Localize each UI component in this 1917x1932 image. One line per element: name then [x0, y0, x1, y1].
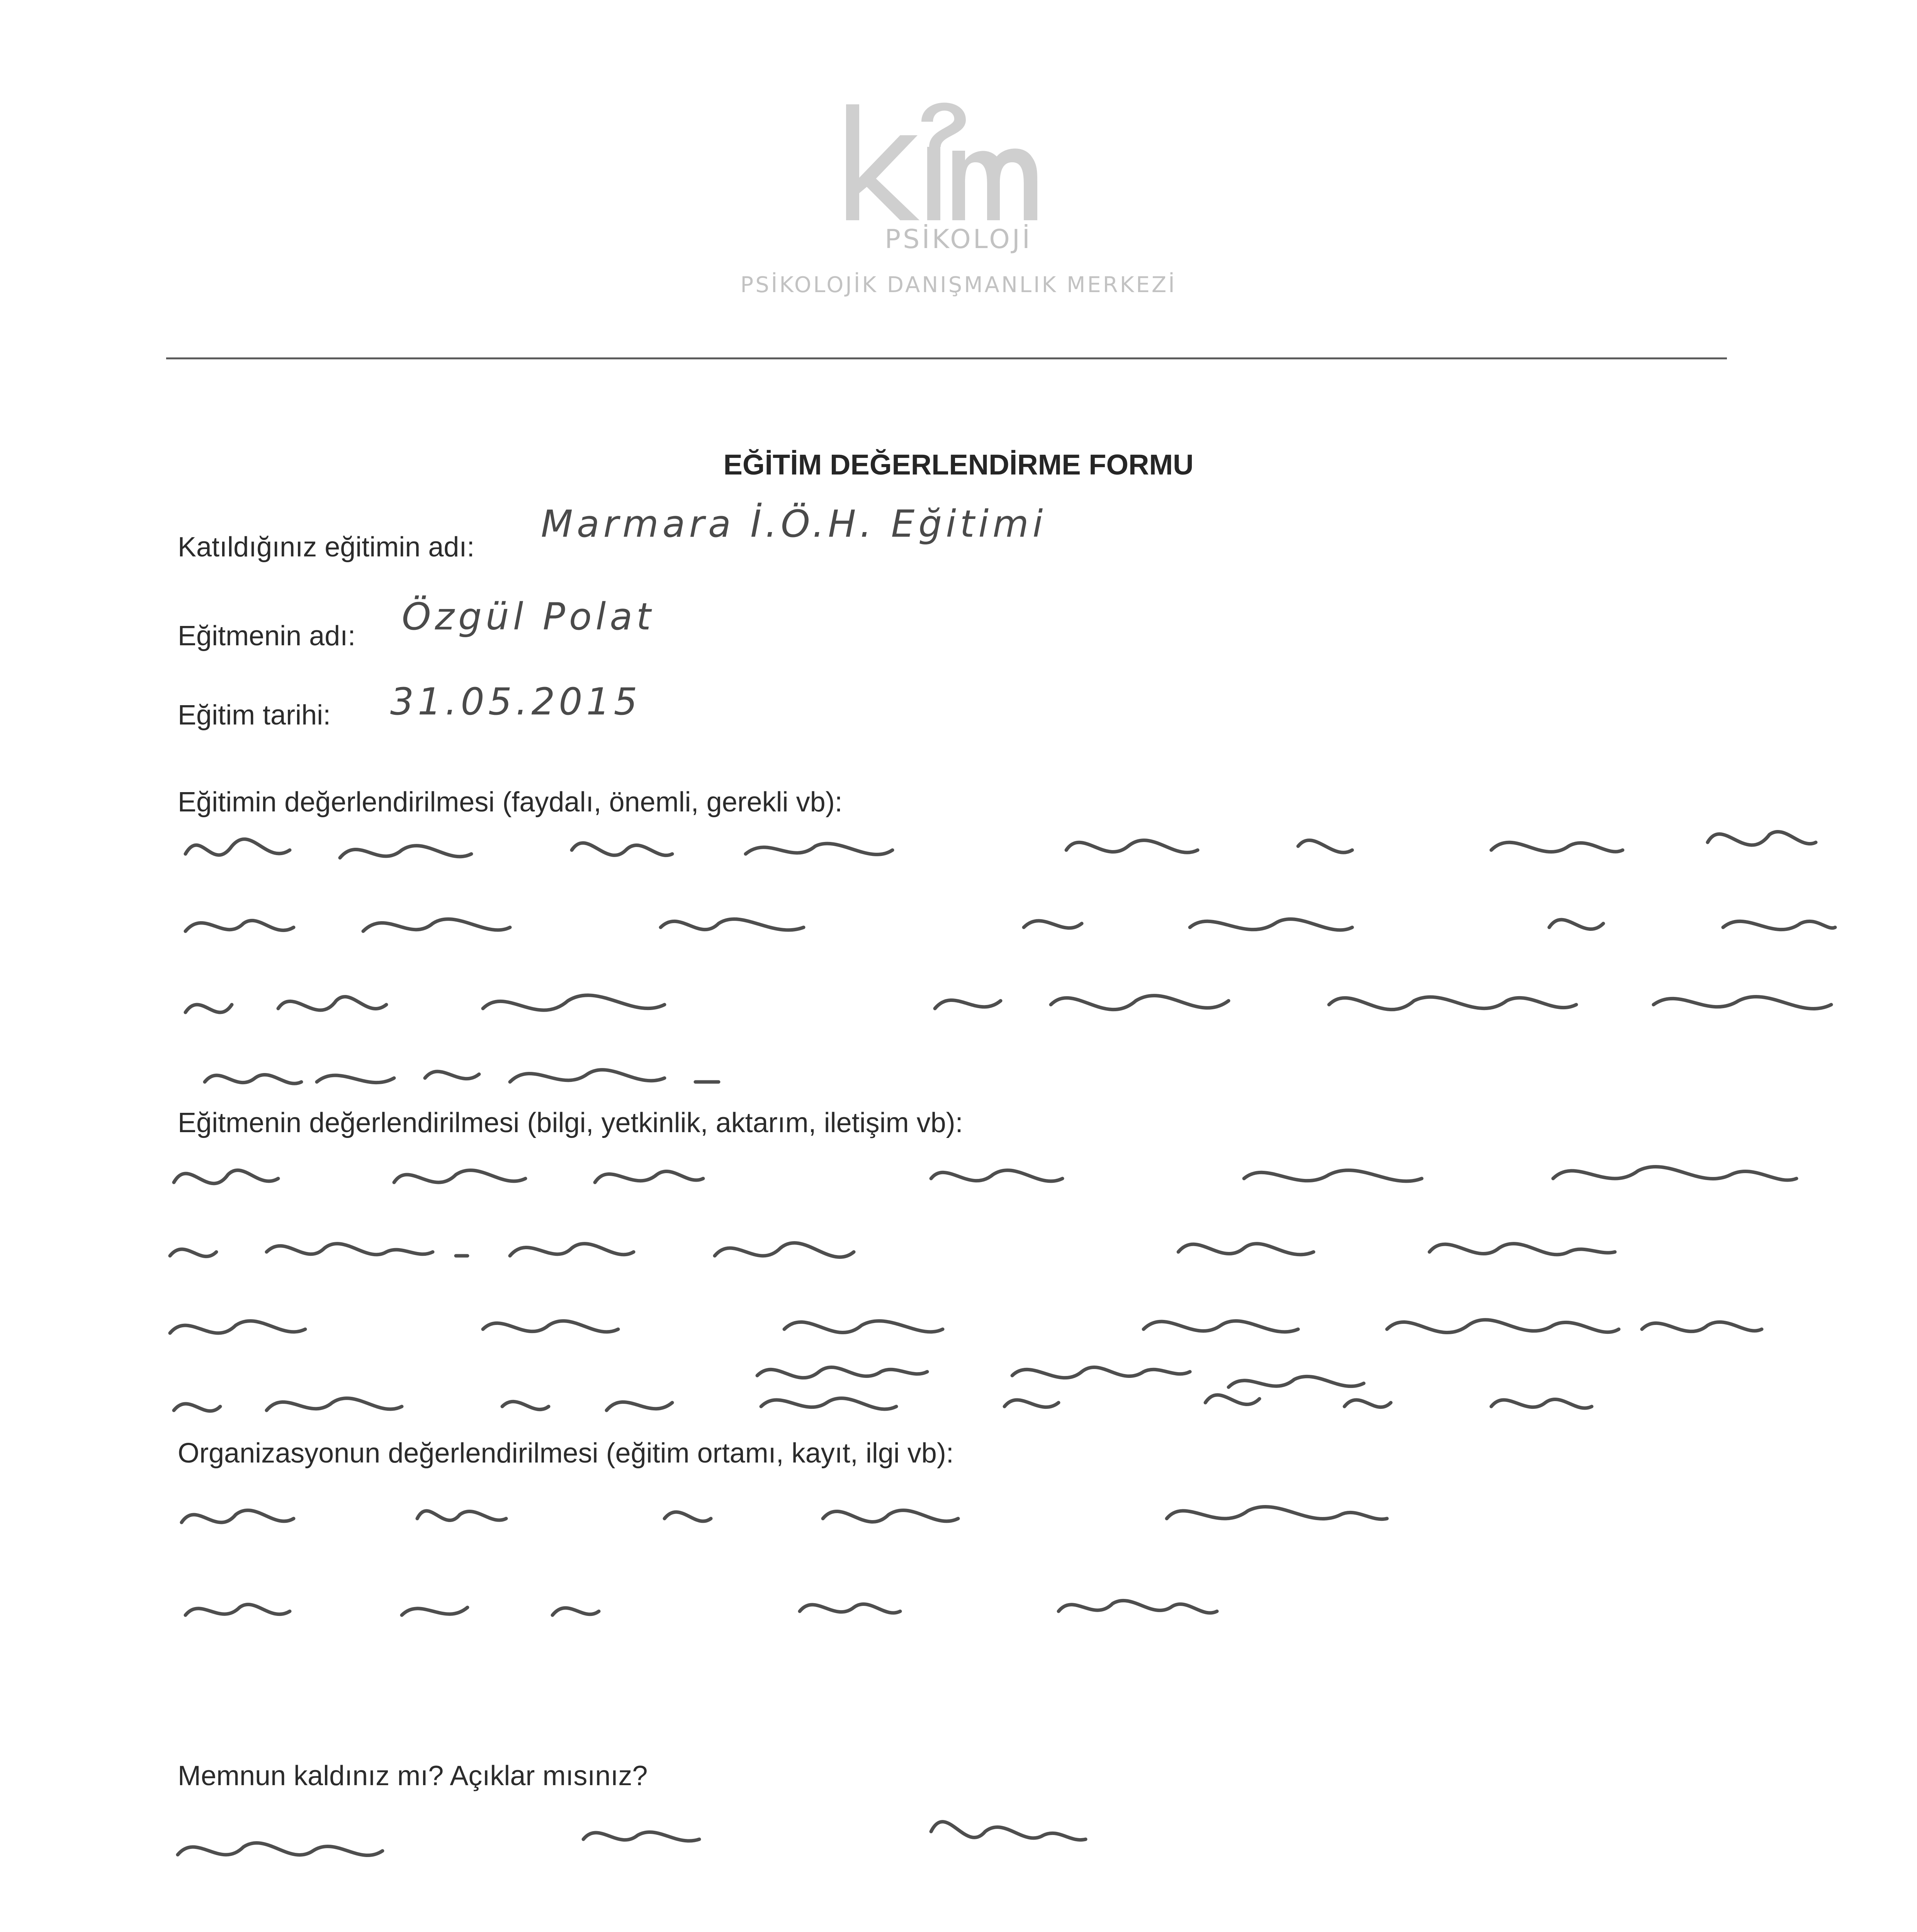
trainer-evaluation-label: Eğitmenin değerlendirilmesi (bilgi, yetkinlik, aktarım, iletişim vb): [178, 1107, 963, 1138]
training-date-label: Eğitim tarihi: [178, 700, 331, 731]
training-evaluation-handwriting [178, 811, 1839, 1105]
brand-name: PSİKOLOJİ [885, 224, 1032, 255]
satisfaction-label: Memnun kaldınız mı? Açıklar mısınız? [178, 1760, 648, 1791]
kim-logo-icon [842, 89, 1059, 236]
brand-tagline: PSİKOLOJİK DANIŞMANLIK MERKEZİ [740, 272, 1177, 298]
trainer-name-handwriting: Özgül Polat [402, 595, 655, 638]
organization-evaluation-label: Organizasyonun değerlendirilmesi (eğitim ortamı, kayıt, ilgi vb): [178, 1438, 954, 1469]
header-divider [166, 357, 1727, 359]
training-name-label: Katıldığınız eğitimin adı: [178, 532, 475, 563]
trainer-name-label: Eğitmenin adı: [178, 621, 356, 651]
satisfaction-handwriting [174, 1785, 1178, 1886]
training-name-handwriting: Marmara İ.Ö.H. Eğitimi [541, 502, 1047, 546]
form-title: EĞİTİM DEĞERLENDİRME FORMU [723, 449, 1194, 481]
training-date-handwriting: 31.05.2015 [390, 680, 641, 723]
training-evaluation-label: Eğitimin değerlendirilmesi (faydalı, önemli, gerekli vb): [178, 787, 843, 818]
organization-evaluation-handwriting [174, 1480, 1603, 1650]
trainer-evaluation-handwriting [162, 1140, 1878, 1449]
